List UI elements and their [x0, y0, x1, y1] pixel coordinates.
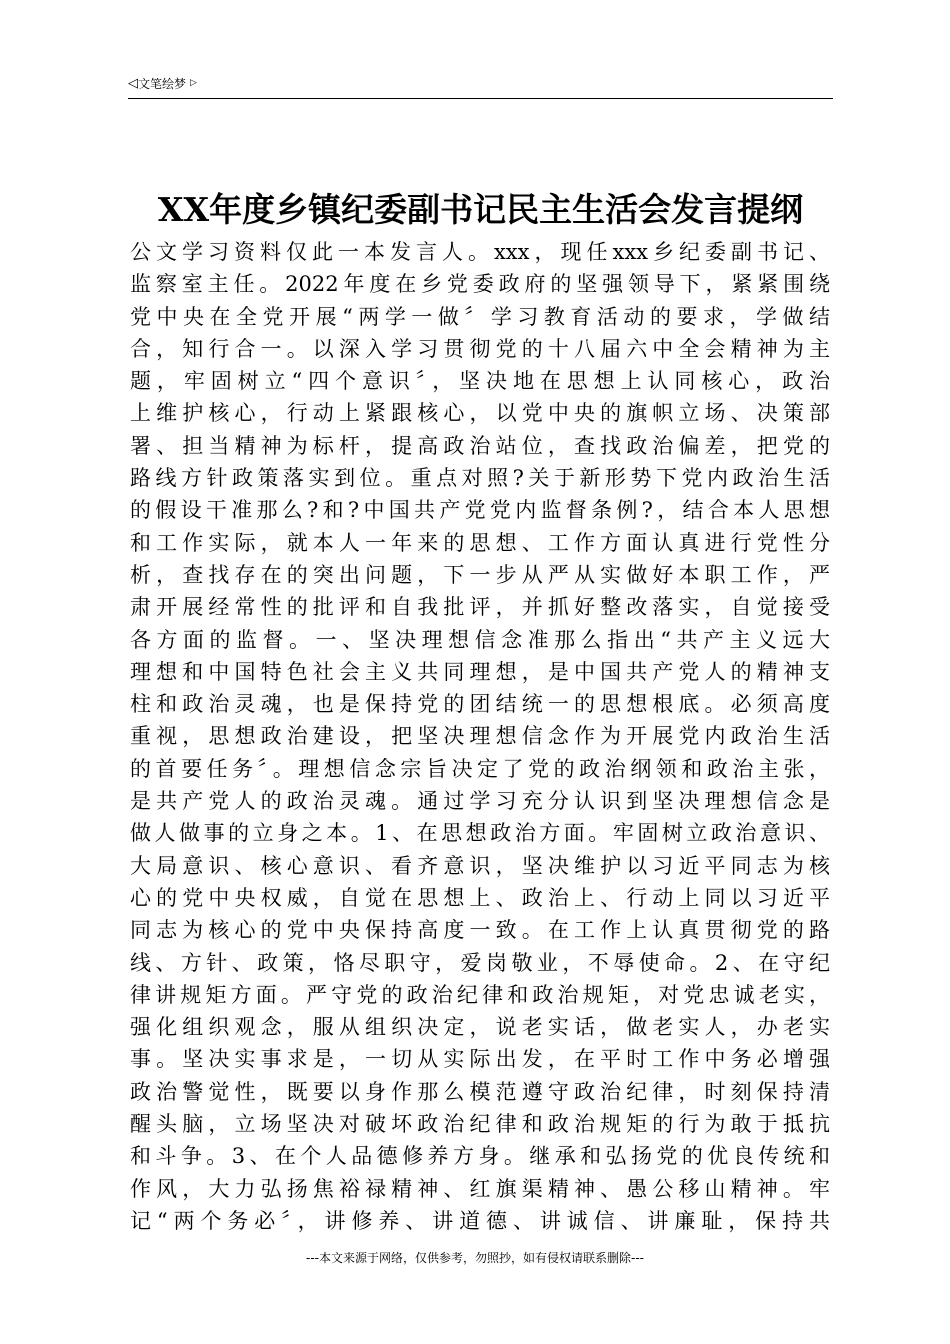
body-line: 记“两个务必〞，讲修养、讲道德、讲诚信、讲廉耻，保持共	[130, 1208, 830, 1233]
body-line: 事。坚决实事求是，一切从实际出发，在平时工作中务必增强	[130, 1047, 830, 1072]
body-line: 的假设干准那么?和?中国共产党党内监督条例?，结合本人思想	[130, 498, 830, 523]
body-line: 强化组织观念，服从组织决定，说老实话，做老实人，办老实	[130, 1015, 830, 1040]
body-line: 是共产党人的政治灵魂。通过学习充分认识到坚决理想信念是	[130, 789, 830, 814]
document-title: XX年度乡镇纪委副书记民主生活会发言提纲	[157, 190, 804, 229]
body-line: 路线方针政策落实到位。重点对照?关于新形势下党内政治生活	[130, 466, 830, 491]
body-line: 同志为核心的党中央保持高度一致。在工作上认真贯彻党的路	[130, 918, 830, 943]
body-line: 重视，思想政治建设，把坚决理想信念作为开展党内政治生活	[130, 724, 830, 749]
body-line: 醒头脑，立场坚决对破坏政治纪律和政治规矩的行为敢于抵抗	[130, 1112, 830, 1137]
document-body	[130, 236, 830, 1237]
body-line: 和工作实际，就本人一年来的思想、工作方面认真进行党性分	[130, 530, 830, 555]
body-line: 各方面的监督。一、坚决理想信念准那么指出“共产主义远大	[130, 627, 830, 652]
body-line: 政治警觉性，既要以身作那么模范遵守政治纪律，时刻保持清	[130, 1079, 830, 1104]
body-line: 合，知行合一。以深入学习贯彻党的十八届六中全会精神为主	[130, 336, 830, 361]
body-line: 肃开展经常性的批评和自我批评，并抓好整改落实，自觉接受	[130, 595, 830, 620]
body-line: 柱和政治灵魂，也是保持党的团结统一的思想根底。必须高度	[130, 692, 830, 717]
body-line: 的首要任务〞。理想信念宗旨决定了党的政治纲领和政治主张，	[130, 756, 830, 781]
left-triangle-icon: ◁	[128, 76, 138, 91]
header-label-group	[128, 76, 197, 92]
footer-notice: ---本文来源于网络，仅供参考，勿照抄，如有侵权请联系删除---	[306, 1251, 644, 1265]
body-line: 律讲规矩方面。严守党的政治纪律和政治规矩，对党忠诚老实，	[130, 982, 830, 1007]
body-line: 作风，大力弘扬焦裕禄精神、红旗渠精神、愚公移山精神。牢	[130, 1176, 830, 1201]
body-line: 线、方针、政策，恪尽职守，爱岗敬业，不辱使命。2、在守纪	[130, 950, 830, 975]
page-header	[128, 74, 833, 99]
body-line: 理想和中国特色社会主义共同理想，是中国共产党人的精神支	[130, 659, 830, 684]
body-line: 和斗争。3、在个人品德修养方身。继承和弘扬党的优良传统和	[130, 1144, 830, 1169]
body-line: 党中央在全党开展“两学一做〞学习教育活动的要求，学做结	[130, 304, 830, 329]
body-line: 监察室主任。2022年度在乡党委政府的坚强领导下，紧紧围绕	[130, 272, 830, 297]
body-line: 做人做事的立身之本。1、在思想政治方面。牢固树立政治意识、	[130, 821, 830, 846]
body-line: 大局意识、核心意识、看齐意识，坚决维护以习近平同志为核	[130, 853, 830, 878]
body-line: 析，查找存在的突出问题，下一步从严从实做好本职工作，严	[130, 562, 830, 587]
body-line: 题，牢固树立“四个意识〞，坚决地在思想上认同核心，政治	[130, 369, 830, 394]
right-triangle-icon: ▷	[190, 78, 197, 88]
body-line: 心的党中央权威，自觉在思想上、政治上、行动上同以习近平	[130, 885, 830, 910]
body-line: 公文学习资料仅此一本发言人。xxx，现任xxx乡纪委副书记、	[130, 240, 830, 264]
header-label: 文笔绘梦	[138, 77, 187, 91]
body-line: 上维护核心，行动上紧跟核心，以党中央的旗帜立场、决策部	[130, 401, 830, 426]
body-line: 署、担当精神为标杆，提高政治站位，查找政治偏差，把党的	[130, 433, 830, 458]
